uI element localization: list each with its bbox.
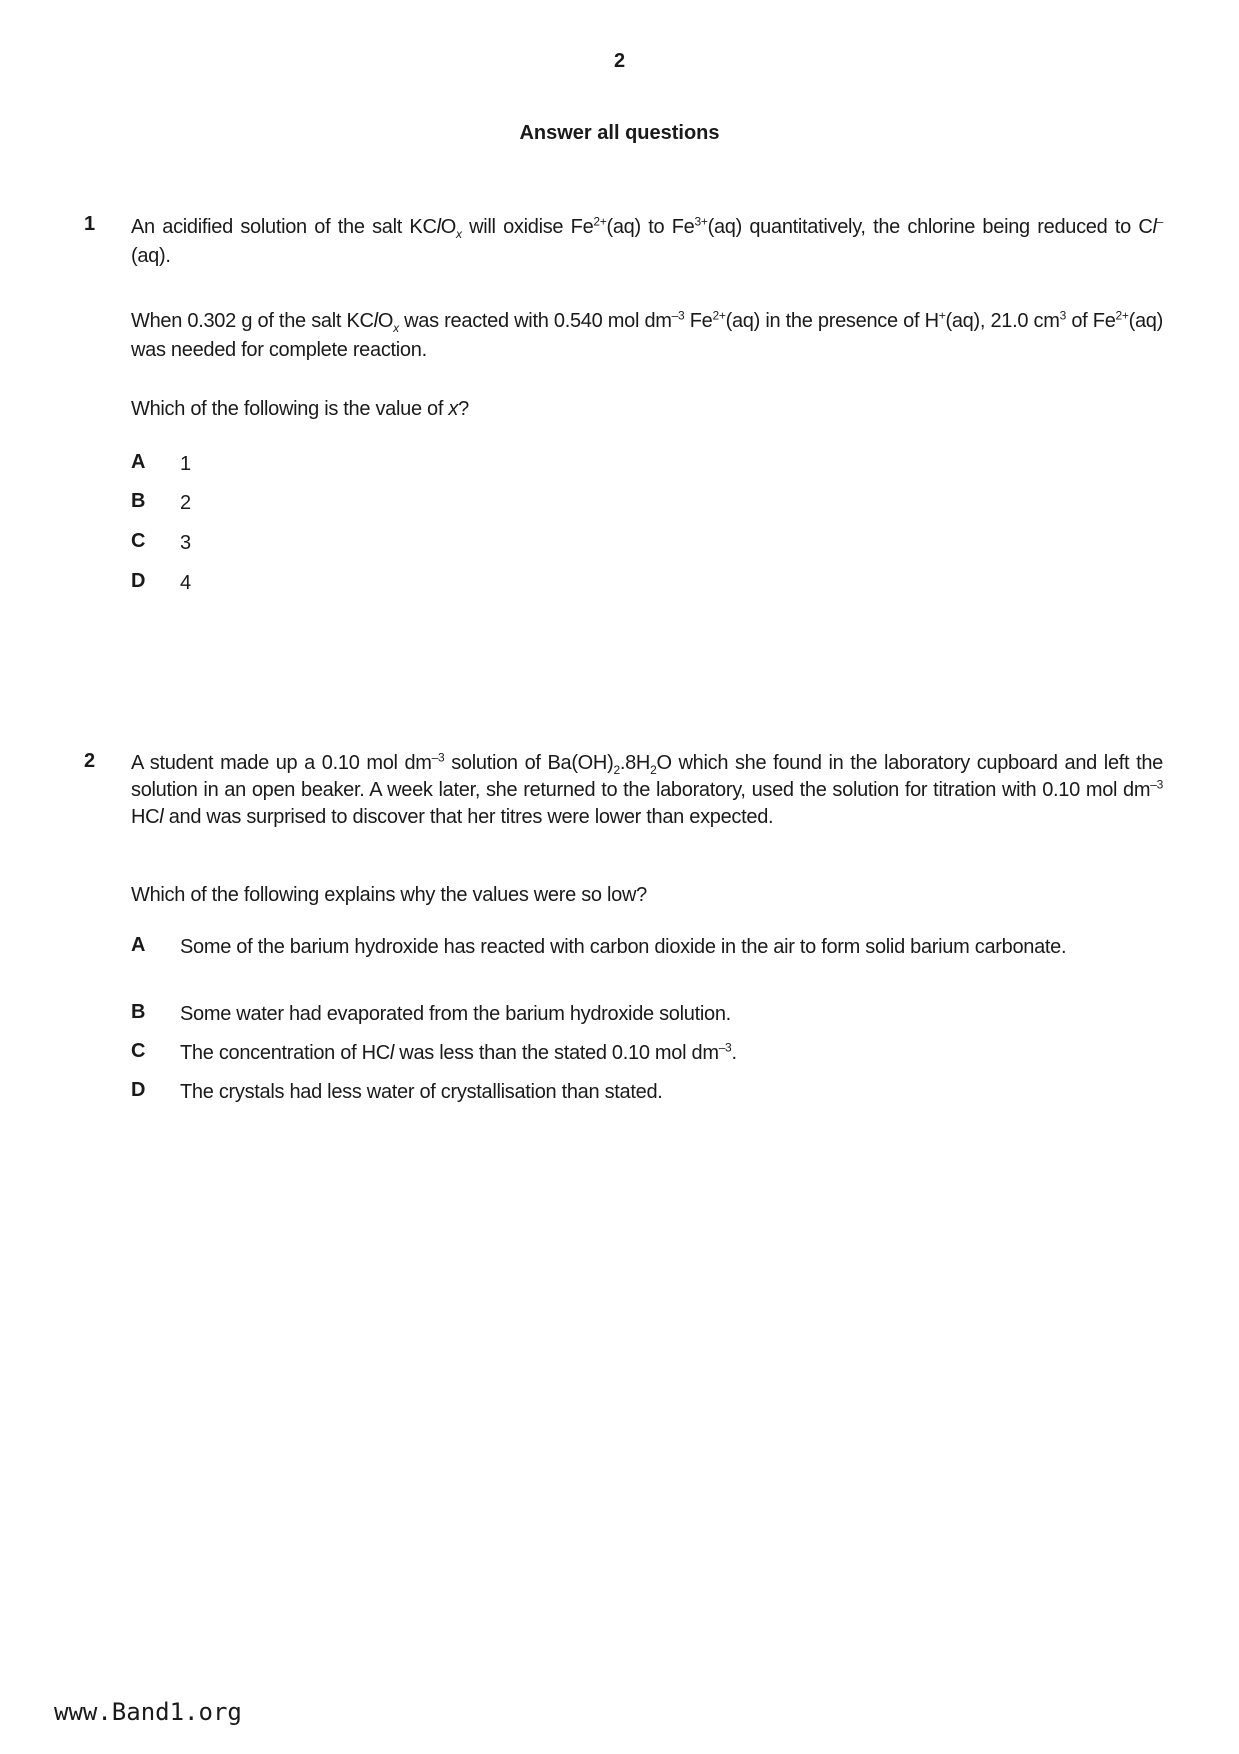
question-2-prompt: Which of the following explains why the values were so low? (131, 884, 647, 906)
q2-option-d-letter: D (131, 1079, 146, 1101)
q2-option-d: The crystals had less water of crystallisation than stated. (180, 1081, 663, 1103)
question-1-number: 1 (84, 213, 96, 235)
question-1-prompt: Which of the following is the value of x? (131, 398, 469, 420)
q1-option-b-letter: B (131, 490, 146, 512)
question-2-number: 2 (84, 750, 96, 772)
q1-option-a: 1 (180, 453, 191, 475)
question-1-stem: An acidified solution of the salt KClO$_x$ will oxidise $Fe^{2+}(aq)$ to $Fe^{3+}(aq)$ quantitatively, the chlorine being reduced to Cl–(aq). (131, 214, 1163, 267)
q1-option-d: 4 (180, 572, 191, 594)
q2-option-a: Some of the barium hydroxide has reacted with carbon dioxide in the air to form solid barium carbonate. (180, 936, 1067, 958)
q2-option-b: Some water had evaporated from the barium hydroxide solution. (180, 1003, 731, 1025)
q2-option-c: The concentration of HCl was less than the stated 0.10 mol $dm^{-3}$. (180, 1040, 737, 1064)
q1-option-a-letter: A (131, 451, 146, 473)
q2-option-c-letter: C (131, 1040, 146, 1062)
question-2-stem: A student made up a 0.10 mol $dm^{-3}$ solution of $Ba(OH)_2.8H_2O$ which she found in the laboratory cupboard and left the solution in an open beaker. A week later, she returned to the laboratory, used the solution for titration with 0.10 mol $dm^{-3}$ HCl and was surprised to discover that her titres were lower than expected. (131, 750, 1163, 828)
q1-option-b: 2 (180, 492, 191, 514)
q2-option-b-letter: B (131, 1001, 146, 1023)
q1-option-c-letter: C (131, 530, 146, 552)
question-1-data: When 0.302 g of the salt KClO$_x$ was reacted with 0.540 mol $dm^{-3}$ $Fe^{2+}(aq)$ in the presence of H+(aq), 21.0 $cm^3$ of $Fe^{2+}(aq)$ was needed for complete reaction. (131, 308, 1163, 361)
q1-option-d-letter: D (131, 570, 146, 592)
page-number: 2 (613, 50, 626, 72)
section-heading: Answer all questions (519, 122, 720, 144)
q1-option-c: 3 (180, 532, 191, 554)
q2-option-a-letter: A (131, 934, 146, 956)
footer-url: www.Band1.org (54, 1698, 242, 1726)
